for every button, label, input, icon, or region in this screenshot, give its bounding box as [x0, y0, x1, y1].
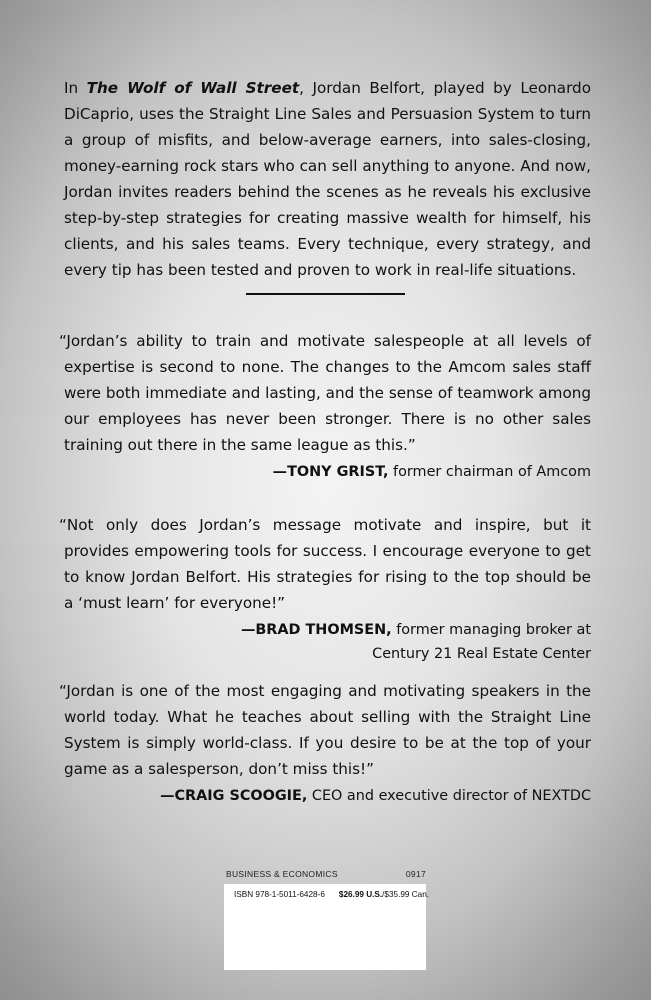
barcode-box	[224, 884, 430, 970]
attribution-name: —TONY GRIST,	[272, 464, 389, 480]
book-category: BUSINESS & ECONOMICS	[226, 869, 338, 879]
testimonial-thomsen	[59, 512, 591, 666]
testimonial-attribution	[64, 460, 591, 484]
attribution-title: CEO and executive director of NEXTDC	[311, 788, 591, 804]
intro-paragraph	[64, 75, 591, 283]
testimonial-attribution	[64, 784, 591, 808]
testimonial-grist	[59, 328, 591, 484]
attribution-title: former managing broker at	[396, 622, 591, 638]
isbn-number: ISBN 978-1-5011-6428-6	[234, 890, 325, 899]
intro-body: , Jordan Belfort, played by Leonardo DiCaprio, uses the Straight Line Sales and Persuasion System to turn a group of misfits, and below-average earners, into sales-closing, money-earning rock stars who can sell anything to anyone. And now, Jordan invites readers behind the scenes as he reveals his exclusive step-by-step strategies for creating massive wealth for himself, his clients, and his sales teams. Every technique, every strategy, and every tip has been tested and proven to work in real-life situations.	[64, 79, 591, 279]
isbn-line	[234, 890, 430, 899]
section-divider	[246, 293, 405, 295]
attribution-title-line2: Century 21 Real Estate Center	[372, 646, 591, 662]
testimonial-scoogie	[59, 678, 591, 808]
testimonial-quote: “Jordan’s ability to train and motivate salespeople at all levels of expertise is second to none. The changes to the Amcom sales staff were both immediate and lasting, and the sense of teamwork among our employees has never been stronger. There is no other sales training out there in the same league as this.”	[59, 332, 591, 454]
price-us: $26.99 U.S.	[338, 890, 383, 899]
category-code: 0917	[405, 869, 426, 879]
testimonial-quote: “Jordan is one of the most engaging and motivating speakers in the world today. What he teaches about selling with the Straight Line System is simply world-class. If you desire to be at the top of your game as a salesperson, don’t miss this!”	[59, 682, 591, 778]
book-title: The Wolf of Wall Street	[86, 79, 300, 97]
barcode-header	[224, 869, 426, 883]
attribution-name: —BRAD THOMSEN,	[240, 622, 392, 638]
intro-section	[64, 75, 591, 283]
intro-prefix: In	[64, 79, 87, 97]
testimonial-attribution	[64, 618, 591, 666]
price-can: /$35.99 Can.	[382, 890, 430, 899]
testimonial-quote: “Not only does Jordan’s message motivate and inspire, but it provides empowering tools for success. I encourage everyone to get to know Jordan Belfort. His strategies for rising to the top should be a ‘must learn’ for everyone!”	[59, 516, 591, 612]
attribution-title: former chairman of Amcom	[393, 464, 591, 480]
attribution-name: —CRAIG SCOOGIE,	[160, 788, 308, 804]
